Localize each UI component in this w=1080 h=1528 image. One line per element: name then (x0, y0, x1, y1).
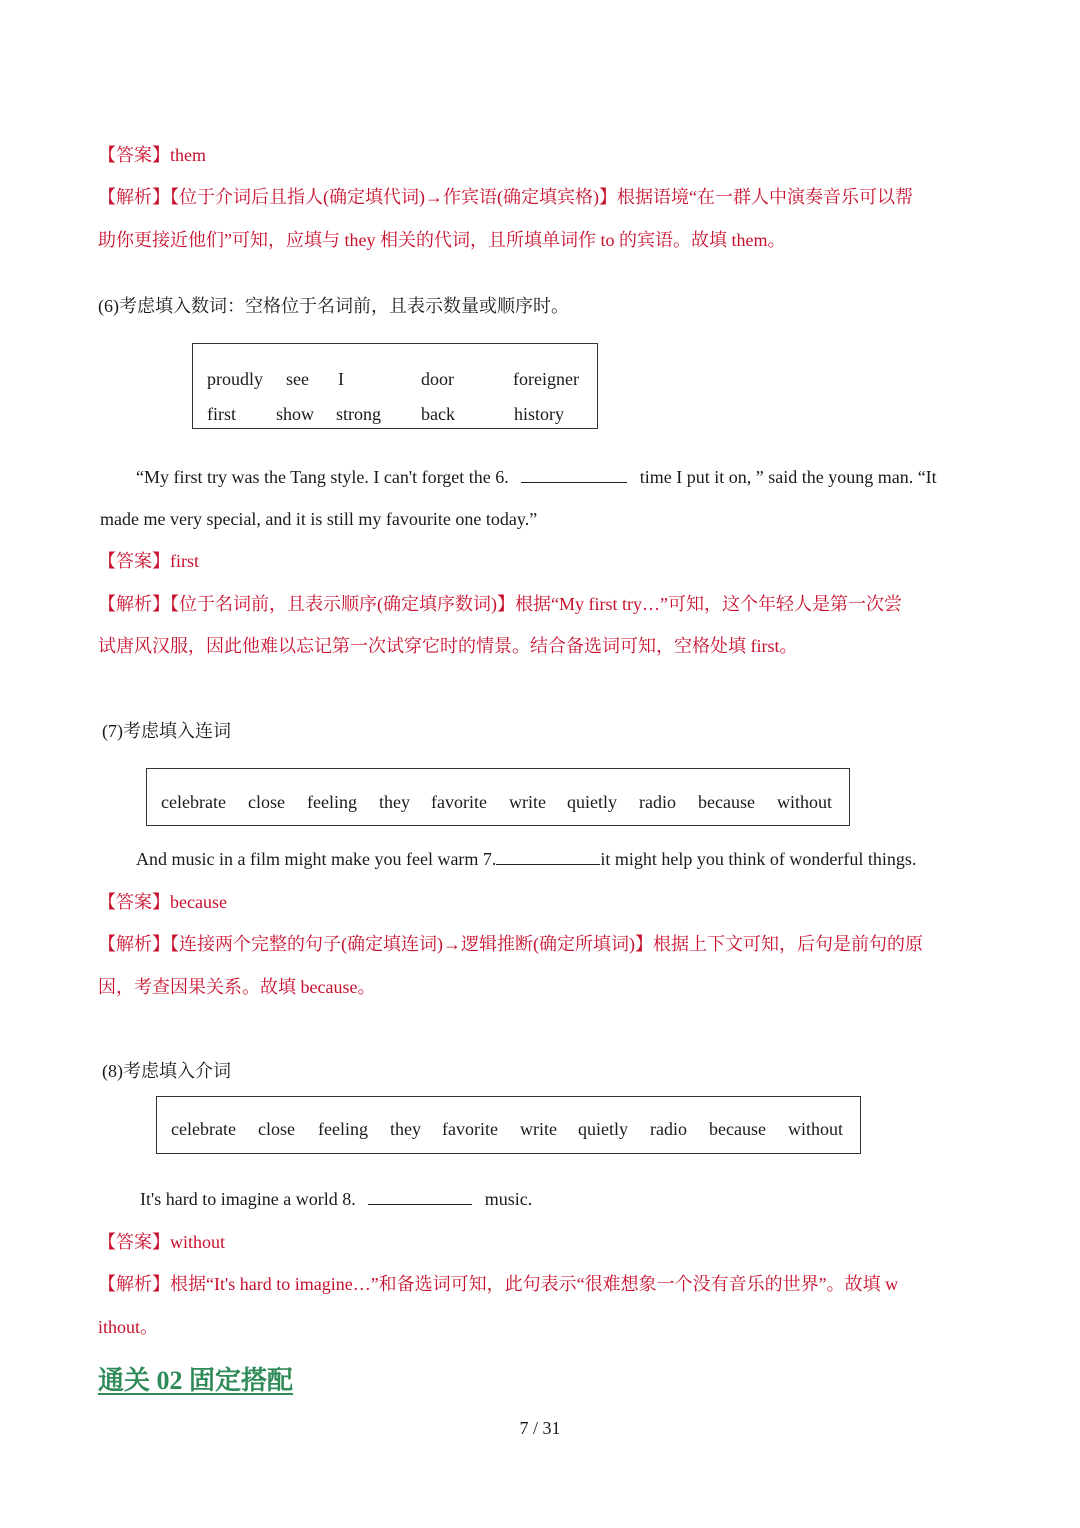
analysis-5-line2: 助你更接近他们”可知，应填与 they 相关的代词，且所填单词作 to 的宾语。故填 them。 (98, 230, 786, 250)
word-bank-item: close (258, 1119, 295, 1139)
word-bank-7 (146, 768, 850, 826)
word-bank-item: first (207, 404, 236, 424)
sentence-part: music. (484, 1189, 533, 1209)
q8-sentence (140, 1187, 532, 1211)
word-bank-item: without (788, 1119, 844, 1139)
answer-label: 【答案】 (98, 1232, 170, 1252)
word-bank-item: quietly (567, 792, 617, 812)
q6-sentence-line1 (136, 465, 937, 489)
word-bank-item: I (338, 369, 344, 389)
answer-text: because (170, 892, 227, 912)
word-bank-item: favorite (431, 792, 487, 812)
answer-text: without (170, 1232, 226, 1252)
q7-heading: (7)考虑填入连词 (102, 721, 231, 741)
section-title: 通关 02 固定搭配 (98, 1366, 294, 1395)
answer-line-5 (98, 143, 206, 167)
sentence-part: “My first try was the Tang style. I can't forget the 6. (136, 467, 509, 487)
analysis-7-line1: 【解析】【连接两个完整的句子(确定填连词)→逻辑推断(确定所填词)】根据上下文可知，后句是前句的原 (98, 934, 923, 954)
answer-line-7 (98, 890, 227, 914)
word-bank-item: celebrate (171, 1119, 236, 1139)
word-bank-item: see (286, 369, 309, 389)
word-bank-item: because (709, 1119, 766, 1139)
analysis-7-line2: 因，考查因果关系。故填 because。 (98, 977, 376, 997)
word-bank-item: radio (650, 1119, 687, 1139)
word-bank-item: close (248, 792, 285, 812)
word-bank-item: history (514, 404, 565, 424)
word-bank-item: radio (639, 792, 676, 812)
word-bank-item: they (390, 1119, 421, 1139)
sentence-part: it might help you think of wonderful things. (600, 849, 917, 869)
analysis-6-line1: 【解析】【位于名词前，且表示顺序(确定填序数词)】根据“My first try…”可知，这个年轻人是第一次尝 (98, 594, 902, 614)
analysis-8-line2: ithout。 (98, 1317, 159, 1337)
word-bank-8 (156, 1096, 861, 1154)
word-bank-item: proudly (207, 369, 263, 389)
q6-heading: (6)考虑填入数词：空格位于名词前，且表示数量或顺序时。 (98, 296, 569, 316)
analysis-5-line1: 【解析】【位于介词后且指人(确定填代词)→作宾语(确定填宾格)】根据语境“在一群人中演奏音乐可以帮 (98, 187, 913, 207)
sentence-part: It's hard to imagine a world 8. (140, 1189, 356, 1209)
word-bank-item: quietly (578, 1119, 628, 1139)
word-bank-item: without (777, 792, 833, 812)
word-bank-item: strong (336, 404, 381, 424)
answer-label: 【答案】 (98, 551, 170, 571)
word-bank-item: foreigner (513, 369, 579, 389)
word-bank-item: celebrate (161, 792, 226, 812)
answer-blank (521, 466, 627, 483)
q6-sentence-line2: made me very special, and it is still my favourite one today.” (100, 509, 538, 529)
word-bank-item: feeling (318, 1119, 368, 1139)
answer-blank (496, 848, 600, 865)
word-bank-6 (192, 343, 598, 429)
word-bank-item: show (276, 404, 315, 424)
answer-text: them (170, 145, 206, 165)
analysis-8-line1: 【解析】根据“It's hard to imagine…”和备选词可知，此句表示“很难想象一个没有音乐的世界”。故填 w (98, 1274, 899, 1294)
q7-sentence (136, 847, 916, 871)
page-number: 7 / 31 (519, 1418, 561, 1438)
sentence-part: time I put it on, ” said the young man. “It (639, 467, 937, 487)
word-bank-item: write (520, 1119, 557, 1139)
q8-heading: (8)考虑填入介词 (102, 1061, 231, 1081)
word-bank-item: favorite (442, 1119, 498, 1139)
answer-line-6 (98, 549, 199, 573)
word-bank-item: write (509, 792, 546, 812)
analysis-6-line2: 试唐风汉服，因此他难以忘记第一次试穿它时的情景。结合备选词可知，空格处填 first。 (98, 636, 798, 656)
answer-label: 【答案】 (98, 145, 170, 165)
word-bank-item: because (698, 792, 755, 812)
answer-blank (368, 1188, 472, 1205)
answer-line-8 (98, 1230, 225, 1254)
word-bank-item: feeling (307, 792, 357, 812)
word-bank-item: they (379, 792, 410, 812)
word-bank-item: door (421, 369, 454, 389)
answer-label: 【答案】 (98, 892, 170, 912)
answer-text: first (170, 551, 199, 571)
sentence-part: And music in a film might make you feel warm 7. (136, 849, 497, 869)
word-bank-item: back (421, 404, 455, 424)
